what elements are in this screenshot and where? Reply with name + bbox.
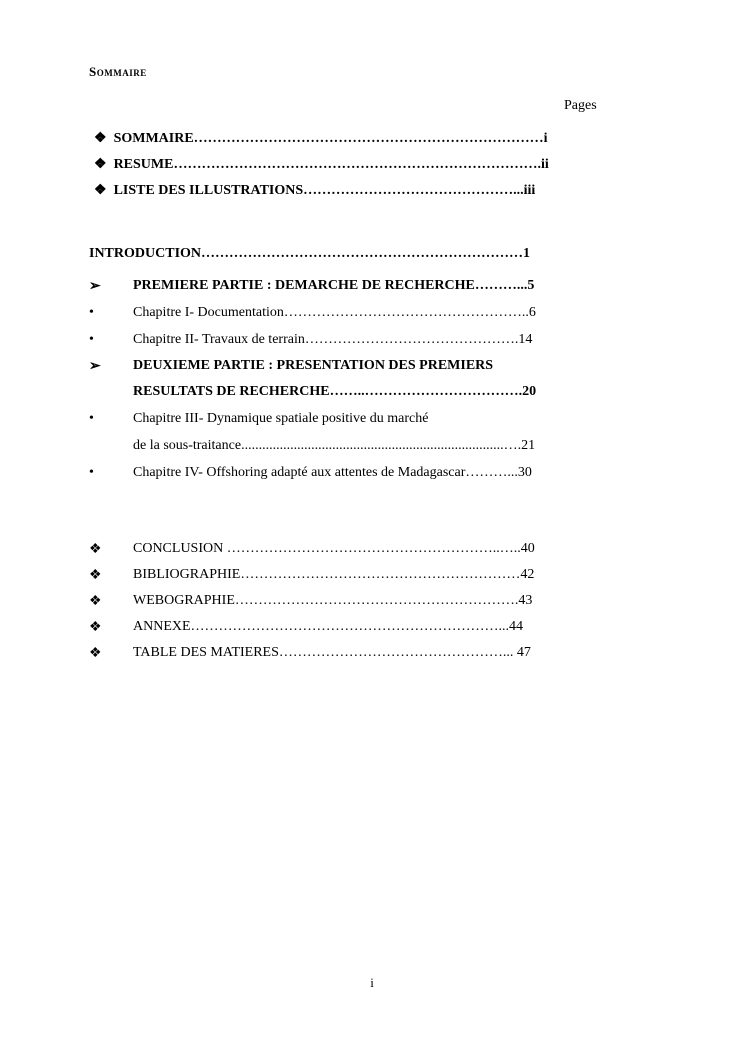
toc-chapter-2[interactable]: Chapitre II- Travaux de terrain……………………………………….14 — [133, 332, 533, 347]
diamond-bullet-icon: ❖ — [94, 183, 107, 198]
toc-chapter-3-line1[interactable]: Chapitre III- Dynamique spatiale positive du marché — [133, 411, 429, 426]
page-heading: Sommaire — [89, 64, 147, 79]
dot-bullet-icon: • — [89, 411, 94, 426]
toc-chapter-3-line2[interactable]: de la sous-traitance...........................................................................….21 — [133, 438, 536, 453]
diamond-bullet-icon: ❖ — [89, 646, 102, 661]
pages-label: Pages — [564, 98, 597, 113]
toc-bibliographie[interactable]: BIBLIOGRAPHIE……………………………………………………42 — [133, 567, 535, 582]
toc-entry[interactable] — [94, 156, 549, 173]
diamond-bullet-icon: ❖ — [89, 542, 102, 557]
diamond-bullet-icon: ❖ — [94, 157, 107, 172]
diamond-bullet-icon: ❖ — [89, 620, 102, 635]
toc-chapter-1[interactable]: Chapitre I- Documentation……………………………………………..6 — [133, 305, 536, 320]
toc-webographie[interactable]: WEBOGRAPHIE…………………………………………………….43 — [133, 593, 533, 608]
diamond-bullet-icon: ❖ — [89, 594, 102, 609]
toc-conclusion[interactable]: CONCLUSION …………………………………………………..…..40 — [133, 541, 535, 556]
toc-annexe[interactable]: ANNEXE…………………………………………………………...44 — [133, 619, 524, 634]
diamond-bullet-icon: ❖ — [94, 131, 107, 146]
toc-part-2-line2[interactable]: RESULTATS DE RECHERCHE……..…………………………….20 — [133, 384, 537, 399]
toc-chapter-4[interactable]: Chapitre IV- Offshoring adapté aux attentes de Madagascar………...30 — [133, 465, 532, 480]
page-number: i — [370, 975, 374, 990]
diamond-bullet-icon: ❖ — [89, 568, 102, 583]
dot-bullet-icon: • — [89, 465, 94, 480]
toc-table-des-matieres[interactable]: TABLE DES MATIERES…………………………………………... 47 — [133, 645, 531, 660]
toc-entry[interactable] — [94, 130, 548, 147]
dot-bullet-icon: • — [89, 332, 94, 347]
toc-entry-label: RESUME…………………………………………………………………….ii — [113, 157, 549, 172]
toc-introduction[interactable]: INTRODUCTION……………………………………………………………1 — [89, 246, 531, 261]
arrow-bullet-icon: ➢ — [89, 359, 101, 374]
toc-entry[interactable] — [94, 182, 535, 199]
dot-bullet-icon: • — [89, 305, 94, 320]
arrow-bullet-icon: ➢ — [89, 279, 101, 294]
toc-entry-label: LISTE DES ILLUSTRATIONS………………………………………...iii — [113, 183, 536, 198]
toc-part-1[interactable]: PREMIERE PARTIE : DEMARCHE DE RECHERCHE………...5 — [133, 278, 535, 293]
toc-entry-label: SOMMAIRE…………………………………………………………………i — [113, 131, 548, 146]
toc-part-2-line1[interactable]: DEUXIEME PARTIE : PRESENTATION DES PREMIERS — [133, 358, 494, 373]
